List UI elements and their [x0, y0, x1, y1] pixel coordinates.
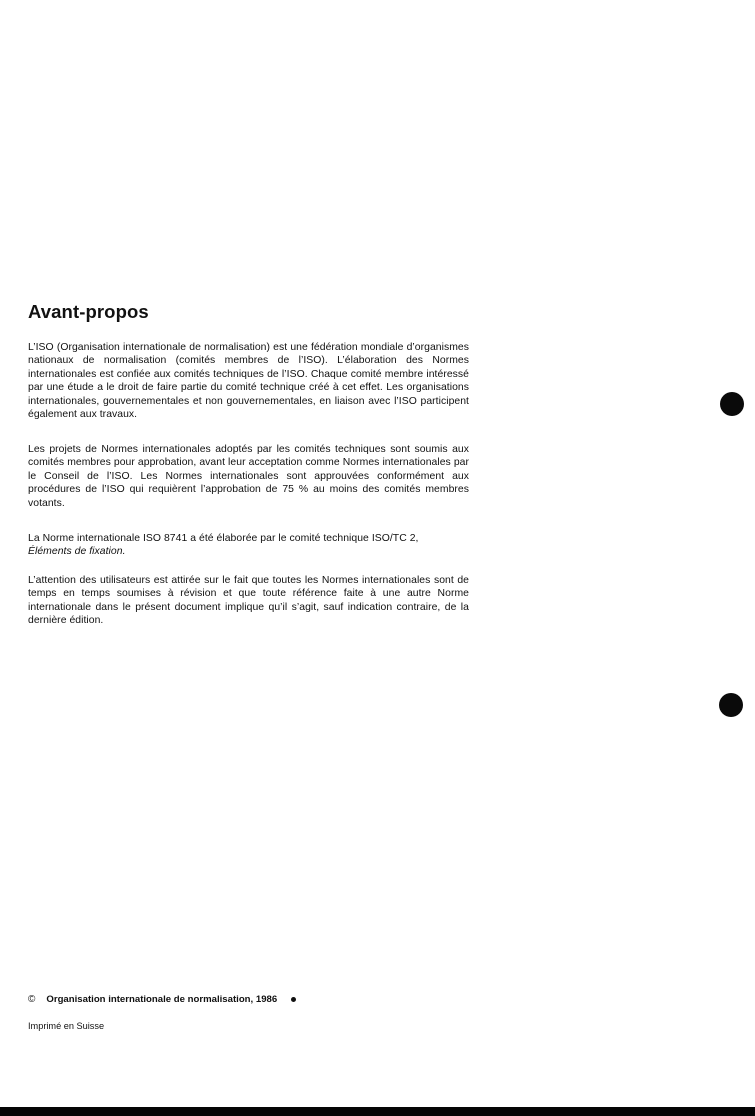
- paragraph-iso-description: L’ISO (Organisation internationale de normalisation) est une fédération mondiale d’organismes nationaux de normalisation (comités membres de l’ISO). L’élaboration des Normes internationales est confiée aux comités techniques de l’ISO. Chaque comité membre intéressé par une étude a le droit de faire partie du comité technique créé à cet effet. Les organisations internationales, gouvernementales et non gouvernementales, en liaison avec l’ISO participent également aux travaux.: [28, 342, 469, 421]
- bullet-icon: [291, 997, 296, 1002]
- scan-edge-band: [0, 1107, 755, 1116]
- footer-copyright: [28, 994, 296, 1005]
- punch-hole-icon: [719, 693, 743, 717]
- paragraph-standard-origin-text: La Norme internationale ISO 8741 a été élaborée par le comité technique ISO/TC 2,: [28, 533, 419, 544]
- page-heading: Avant-propos: [28, 301, 149, 322]
- committee-title: Éléments de fixation.: [28, 546, 126, 558]
- paragraph-draft-approval: Les projets de Normes internationales adoptés par les comités techniques sont soumis aux comités membres pour approbation, avant leur acceptation comme Normes internationales par le Conseil de l’ISO. Les Normes internationales sont approuvées conformément aux procédures de l’ISO qui requièrent l’approbation de 75 % au moins des comités membres votants.: [28, 444, 469, 509]
- copyright-organization: Organisation internationale de normalisation, 1986: [46, 994, 278, 1005]
- copyright-icon: ©: [28, 994, 36, 1005]
- paragraph-revision-notice: L’attention des utilisateurs est attirée sur le fait que toutes les Normes internationales sont de temps en temps soumises à révision et que toute référence faite à une autre Norme internationale dans le présent document implique qu’il s’agit, sauf indication contraire, de la dernière édition.: [28, 575, 469, 627]
- paragraph-standard-origin: [28, 532, 469, 559]
- printed-location: Imprimé en Suisse: [28, 1021, 105, 1031]
- punch-hole-icon: [720, 392, 744, 416]
